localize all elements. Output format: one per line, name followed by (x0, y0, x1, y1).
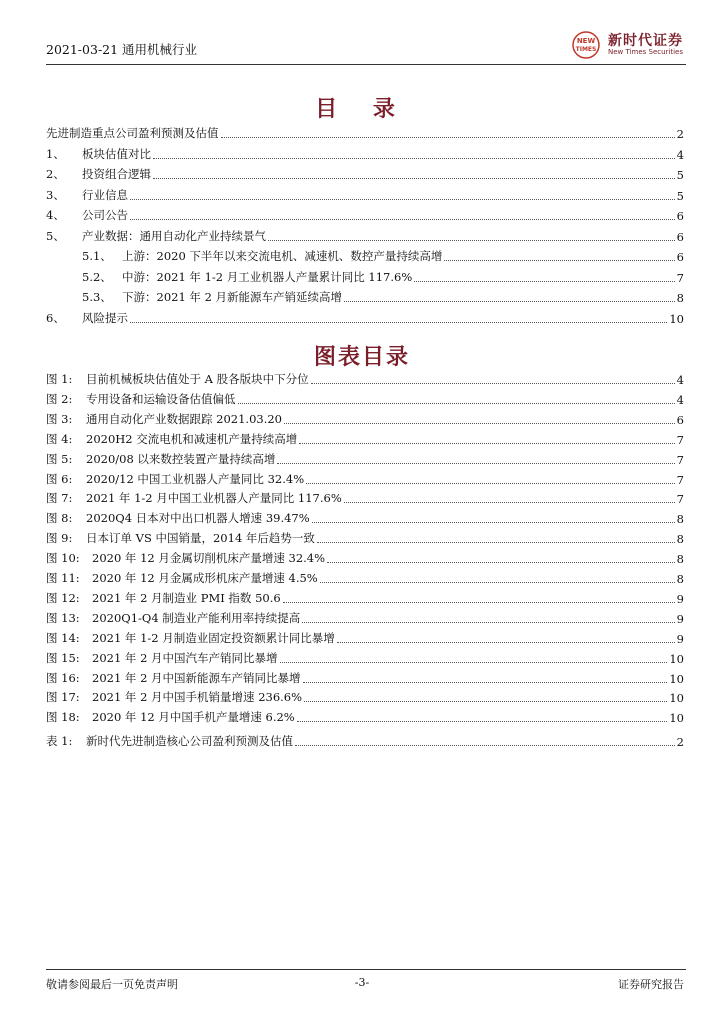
dot-leader (130, 321, 667, 323)
entry-label: 2020/08 以来数控装置产量持续高增 (86, 451, 276, 466)
toc-subentry[interactable] (46, 288, 684, 305)
entry-page-number: 7 (676, 452, 684, 467)
entry-number: 图 12: (46, 590, 80, 605)
entry-number: 图 6: (46, 471, 73, 486)
footer-report-type: 证券研究报告 (618, 978, 684, 991)
figures-title: 图表目录 (313, 344, 410, 370)
entry-number: 5.1、 (82, 249, 112, 263)
figure-entry[interactable] (46, 470, 684, 487)
dot-leader (297, 720, 668, 722)
dot-leader (295, 744, 675, 746)
entry-number: 图 15: (46, 650, 80, 665)
entry-number: 图 10: (46, 551, 80, 566)
entry-label: 日本订单 VS 中国销量，2014 年后趋势一致 (86, 531, 315, 546)
entry-label: 中游：2021 年 1-2 月工业机器人产量累计同比 117.6% (122, 269, 413, 284)
entry-number: 6、 (46, 310, 65, 325)
entry-label: 2020 年 12 月金属成形机床产量增速 4.5% (92, 571, 318, 585)
entry-label: 产业数据：通用自动化产业持续景气 (82, 228, 266, 243)
page-header (46, 30, 686, 66)
dot-leader (306, 482, 675, 484)
entry-page-number: 4 (676, 147, 684, 162)
entry-page-number: 6 (676, 412, 684, 427)
figure-entry[interactable] (46, 529, 684, 546)
entry-page-number: 10 (669, 711, 684, 726)
entry-label: 风险提示 (82, 310, 128, 325)
entry-label: 板块估值对比 (82, 146, 151, 161)
entry-label: 通用自动化产业数据跟踪 2021.03.20 (86, 411, 282, 426)
entry-page-number: 8 (676, 512, 684, 527)
entry-label: 公司公告 (82, 208, 128, 222)
entry-number: 图 13: (46, 610, 80, 625)
toc-entry[interactable] (46, 145, 684, 162)
entry-label: 上游：2020 下半年以来交流电机、减速机、数控产量持续高增 (122, 249, 443, 263)
entry-number: 图 2: (46, 391, 73, 406)
toc-subentry[interactable] (46, 268, 684, 285)
entry-number: 图 5: (46, 451, 73, 466)
entry-number: 图 11: (46, 571, 80, 585)
entry-page-number: 5 (676, 168, 684, 182)
entry-label: 2020 年 12 月金属切削机床产量增速 32.4% (92, 551, 326, 566)
entry-page-number: 2 (676, 735, 684, 749)
toc-entry[interactable] (46, 124, 684, 141)
entry-number: 图 7: (46, 491, 73, 506)
entry-number: 图 18: (46, 710, 80, 725)
dot-leader (153, 157, 675, 159)
figure-entry[interactable] (46, 370, 684, 387)
figure-entry[interactable] (46, 410, 684, 427)
entry-label: 2021 年 1-2 月制造业固定投资额累计同比暴增 (92, 630, 335, 645)
entry-number: 3、 (46, 187, 65, 202)
figure-entry[interactable] (46, 390, 684, 407)
dot-leader (302, 621, 674, 623)
entry-number: 5.2、 (82, 269, 112, 284)
entry-page-number: 9 (676, 591, 684, 606)
dot-leader (317, 541, 675, 543)
logo-emblem-icon (570, 30, 604, 60)
entry-number: 图 4: (46, 431, 73, 446)
entry-page-number: 4 (676, 373, 684, 387)
toc-entry[interactable] (46, 309, 684, 326)
footer-disclaimer: 敬请参阅最后一页免责声明 (46, 978, 178, 991)
entry-label: 2020 年 12 月中国手机产量增速 6.2% (92, 710, 295, 725)
dot-leader (337, 641, 675, 643)
entry-number: 5、 (46, 228, 65, 243)
entry-page-number: 6 (676, 209, 684, 223)
figure-entry[interactable] (46, 569, 684, 586)
entry-page-number: 6 (676, 229, 684, 244)
entry-label: 专用设备和运输设备估值偏低 (86, 391, 236, 406)
entry-page-number: 10 (669, 311, 684, 326)
dot-leader (221, 136, 675, 138)
table-entry[interactable] (46, 732, 684, 749)
entry-page-number: 7 (676, 472, 684, 487)
dot-leader (303, 681, 668, 683)
dot-leader (283, 601, 675, 603)
entry-label: 2020Q4 日本对中出口机器人增速 39.47% (86, 511, 310, 526)
entry-label: 先进制造重点公司盈利预测及估值 (46, 126, 219, 140)
dot-leader (280, 661, 668, 663)
logo-badge-line2: TIMES (575, 46, 597, 53)
entry-number: 图 1: (46, 372, 73, 386)
dot-leader (284, 422, 675, 424)
entry-page-number: 8 (676, 291, 684, 305)
entry-label: 2021 年 2 月中国新能源车产销同比暴增 (92, 670, 301, 685)
logo-name: 新时代证券 (608, 33, 683, 49)
entry-page-number: 8 (676, 552, 684, 567)
footer-page-number: -3- (354, 976, 370, 989)
entry-label: 下游：2021 年 2 月新能源车产销延续高增 (122, 290, 343, 304)
entry-number: 4、 (46, 208, 65, 222)
dot-leader (344, 300, 675, 302)
entry-number: 图 9: (46, 531, 73, 546)
entry-label: 2020H2 交流电机和减速机产量持续高增 (86, 431, 298, 446)
entry-label: 2020/12 中国工业机器人产量同比 32.4% (86, 471, 305, 486)
entry-page-number: 10 (669, 671, 684, 686)
header-divider (46, 64, 686, 65)
entry-page-number: 9 (676, 631, 684, 646)
entry-label: 2021 年 2 月制造业 PMI 指数 50.6 (92, 590, 281, 605)
dot-leader (444, 259, 674, 261)
entry-label: 2021 年 2 月中国汽车产销同比暴增 (92, 650, 278, 665)
toc-subentry[interactable] (46, 247, 684, 264)
figure-entry[interactable] (46, 430, 684, 447)
entry-page-number: 10 (669, 651, 684, 666)
entry-number: 图 16: (46, 670, 80, 685)
entry-label: 2021 年 2 月中国手机销量增速 236.6% (92, 690, 303, 705)
figure-entry[interactable] (46, 509, 684, 526)
footer-divider (46, 969, 686, 970)
dot-leader (312, 521, 675, 523)
logo-subtitle: New Times Securities (608, 48, 683, 56)
dot-leader (268, 239, 675, 241)
dot-leader (130, 218, 675, 220)
header-date-sector: 2021-03-21 通用机械行业 (46, 42, 198, 57)
dot-leader (414, 280, 674, 282)
toc-entry[interactable] (46, 227, 684, 244)
entry-number: 2、 (46, 167, 65, 181)
figure-entry[interactable] (46, 489, 684, 506)
entry-page-number: 6 (676, 250, 684, 264)
entry-number: 图 8: (46, 511, 73, 526)
entry-number: 1、 (46, 146, 65, 161)
dot-leader (344, 501, 675, 503)
figure-entry[interactable] (46, 549, 684, 566)
entry-number: 图 17: (46, 690, 80, 705)
toc-entry[interactable] (46, 165, 684, 182)
entry-page-number: 4 (676, 392, 684, 407)
entry-label: 目前机械板块估值处于 A 股各版块中下分位 (86, 372, 309, 386)
toc-entry[interactable] (46, 206, 684, 223)
entry-number: 图 14: (46, 630, 80, 645)
dot-leader (130, 198, 675, 200)
dot-leader (299, 442, 674, 444)
entry-page-number: 8 (676, 532, 684, 547)
dot-leader (320, 581, 675, 583)
figure-entry[interactable] (46, 629, 684, 646)
entry-page-number: 10 (669, 691, 684, 706)
entry-page-number: 7 (676, 270, 684, 285)
entry-number: 表 1: (46, 734, 73, 748)
entry-number: 5.3、 (82, 290, 112, 304)
entry-page-number: 5 (676, 188, 684, 203)
entry-number: 图 3: (46, 411, 73, 426)
dot-leader (304, 700, 667, 702)
figure-entry[interactable] (46, 450, 684, 467)
entry-label: 新时代先进制造核心公司盈利预测及估值 (86, 734, 293, 748)
entry-page-number: 7 (676, 492, 684, 507)
dot-leader (238, 402, 675, 404)
toc-entry[interactable] (46, 186, 684, 203)
toc-title: 目 录 (315, 96, 409, 122)
dot-leader (277, 462, 674, 464)
figure-entry[interactable] (46, 609, 684, 626)
dot-leader (327, 561, 675, 563)
logo-badge-line1: NEW (576, 37, 596, 45)
brand-logo (570, 30, 686, 60)
figure-entry[interactable] (46, 589, 684, 606)
dot-leader (311, 382, 675, 384)
entry-label: 投资组合逻辑 (82, 167, 151, 181)
entry-label: 行业信息 (82, 187, 128, 202)
figure-entry[interactable] (46, 708, 684, 725)
entry-page-number: 7 (676, 432, 684, 447)
entry-label: 2020Q1-Q4 制造业产能利用率持续提高 (92, 610, 301, 625)
figure-entry[interactable] (46, 688, 684, 705)
entry-page-number: 9 (676, 611, 684, 626)
entry-page-number: 8 (676, 572, 684, 586)
figure-entry[interactable] (46, 669, 684, 686)
figure-entry[interactable] (46, 649, 684, 666)
dot-leader (153, 177, 675, 179)
entry-label: 2021 年 1-2 月中国工业机器人产量同比 117.6% (86, 491, 342, 506)
entry-page-number: 2 (676, 127, 684, 141)
